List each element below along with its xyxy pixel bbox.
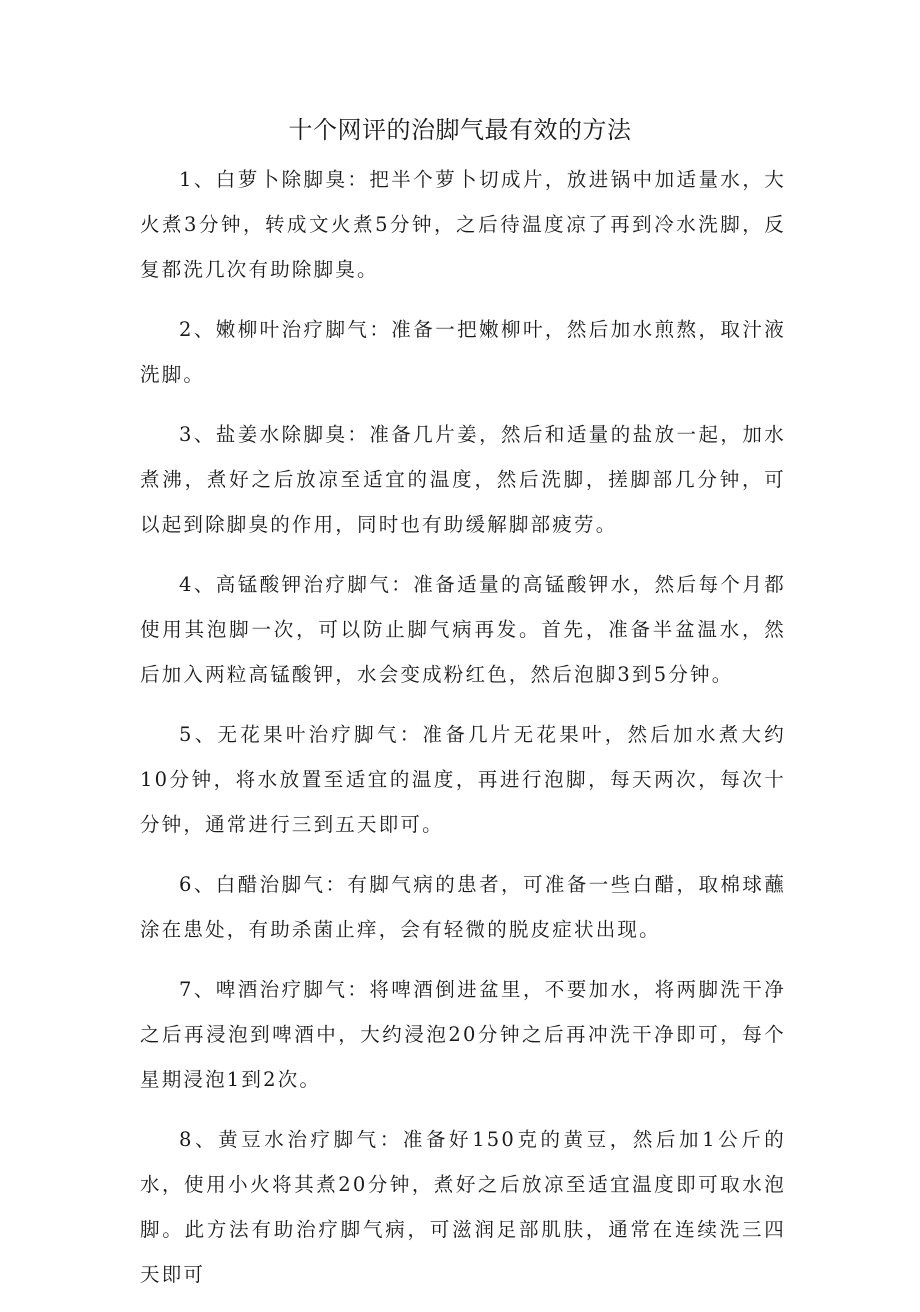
document-title: 十个网评的治脚气最有效的方法 (288, 116, 632, 144)
paragraph-2: 2、嫩柳叶治疗脚气：准备一把嫩柳叶，然后加水煎熬，取汁液洗脚。 (140, 318, 786, 386)
paragraph-8: 8、黄豆水治疗脚气：准备好150克的黄豆，然后加1公斤的水，使用小火将其煮20分钟，煮好之后放凉至适宜温度即可取水泡脚。此方法有助治疗脚气病，可滋润足部肌肤，通常在连续洗三四天即可 (140, 1128, 786, 1286)
paragraph-7: 7、啤酒治疗脚气：将啤酒倒进盆里，不要加水，将两脚洗干净之后再浸泡到啤酒中，大约浸泡20分钟之后再冲洗干净即可，每个星期浸泡1到2次。 (140, 978, 786, 1091)
paragraph-5: 5、无花果叶治疗脚气：准备几片无花果叶，然后加水煮大约10分钟，将水放置至适宜的温度，再进行泡脚，每天两次，每次十分钟，通常进行三到五天即可。 (140, 723, 786, 836)
document-body (140, 157, 786, 1312)
paragraph-4: 4、高锰酸钾治疗脚气：准备适量的高锰酸钾水，然后每个月都使用其泡脚一次，可以防止脚气病再发。首先，准备半盆温水，然后加入两粒高锰酸钾，水会变成粉红色，然后泡脚3到5分钟。 (140, 573, 786, 686)
paragraph-1: 1、白萝卜除脚臭：把半个萝卜切成片，放进锅中加适量水，大火煮3分钟，转成文火煮5分钟，之后待温度凉了再到冷水洗脚，反复都洗几次有助除脚臭。 (140, 168, 786, 281)
paragraph-3: 3、盐姜水除脚臭：准备几片姜，然后和适量的盐放一起，加水煮沸，煮好之后放凉至适宜的温度，然后洗脚，搓脚部几分钟，可以起到除脚臭的作用，同时也有助缓解脚部疲劳。 (140, 423, 786, 536)
paragraph-6: 6、白醋治脚气：有脚气病的患者，可准备一些白醋，取棉球蘸涂在患处，有助杀菌止痒，会有轻微的脱皮症状出现。 (140, 873, 786, 941)
